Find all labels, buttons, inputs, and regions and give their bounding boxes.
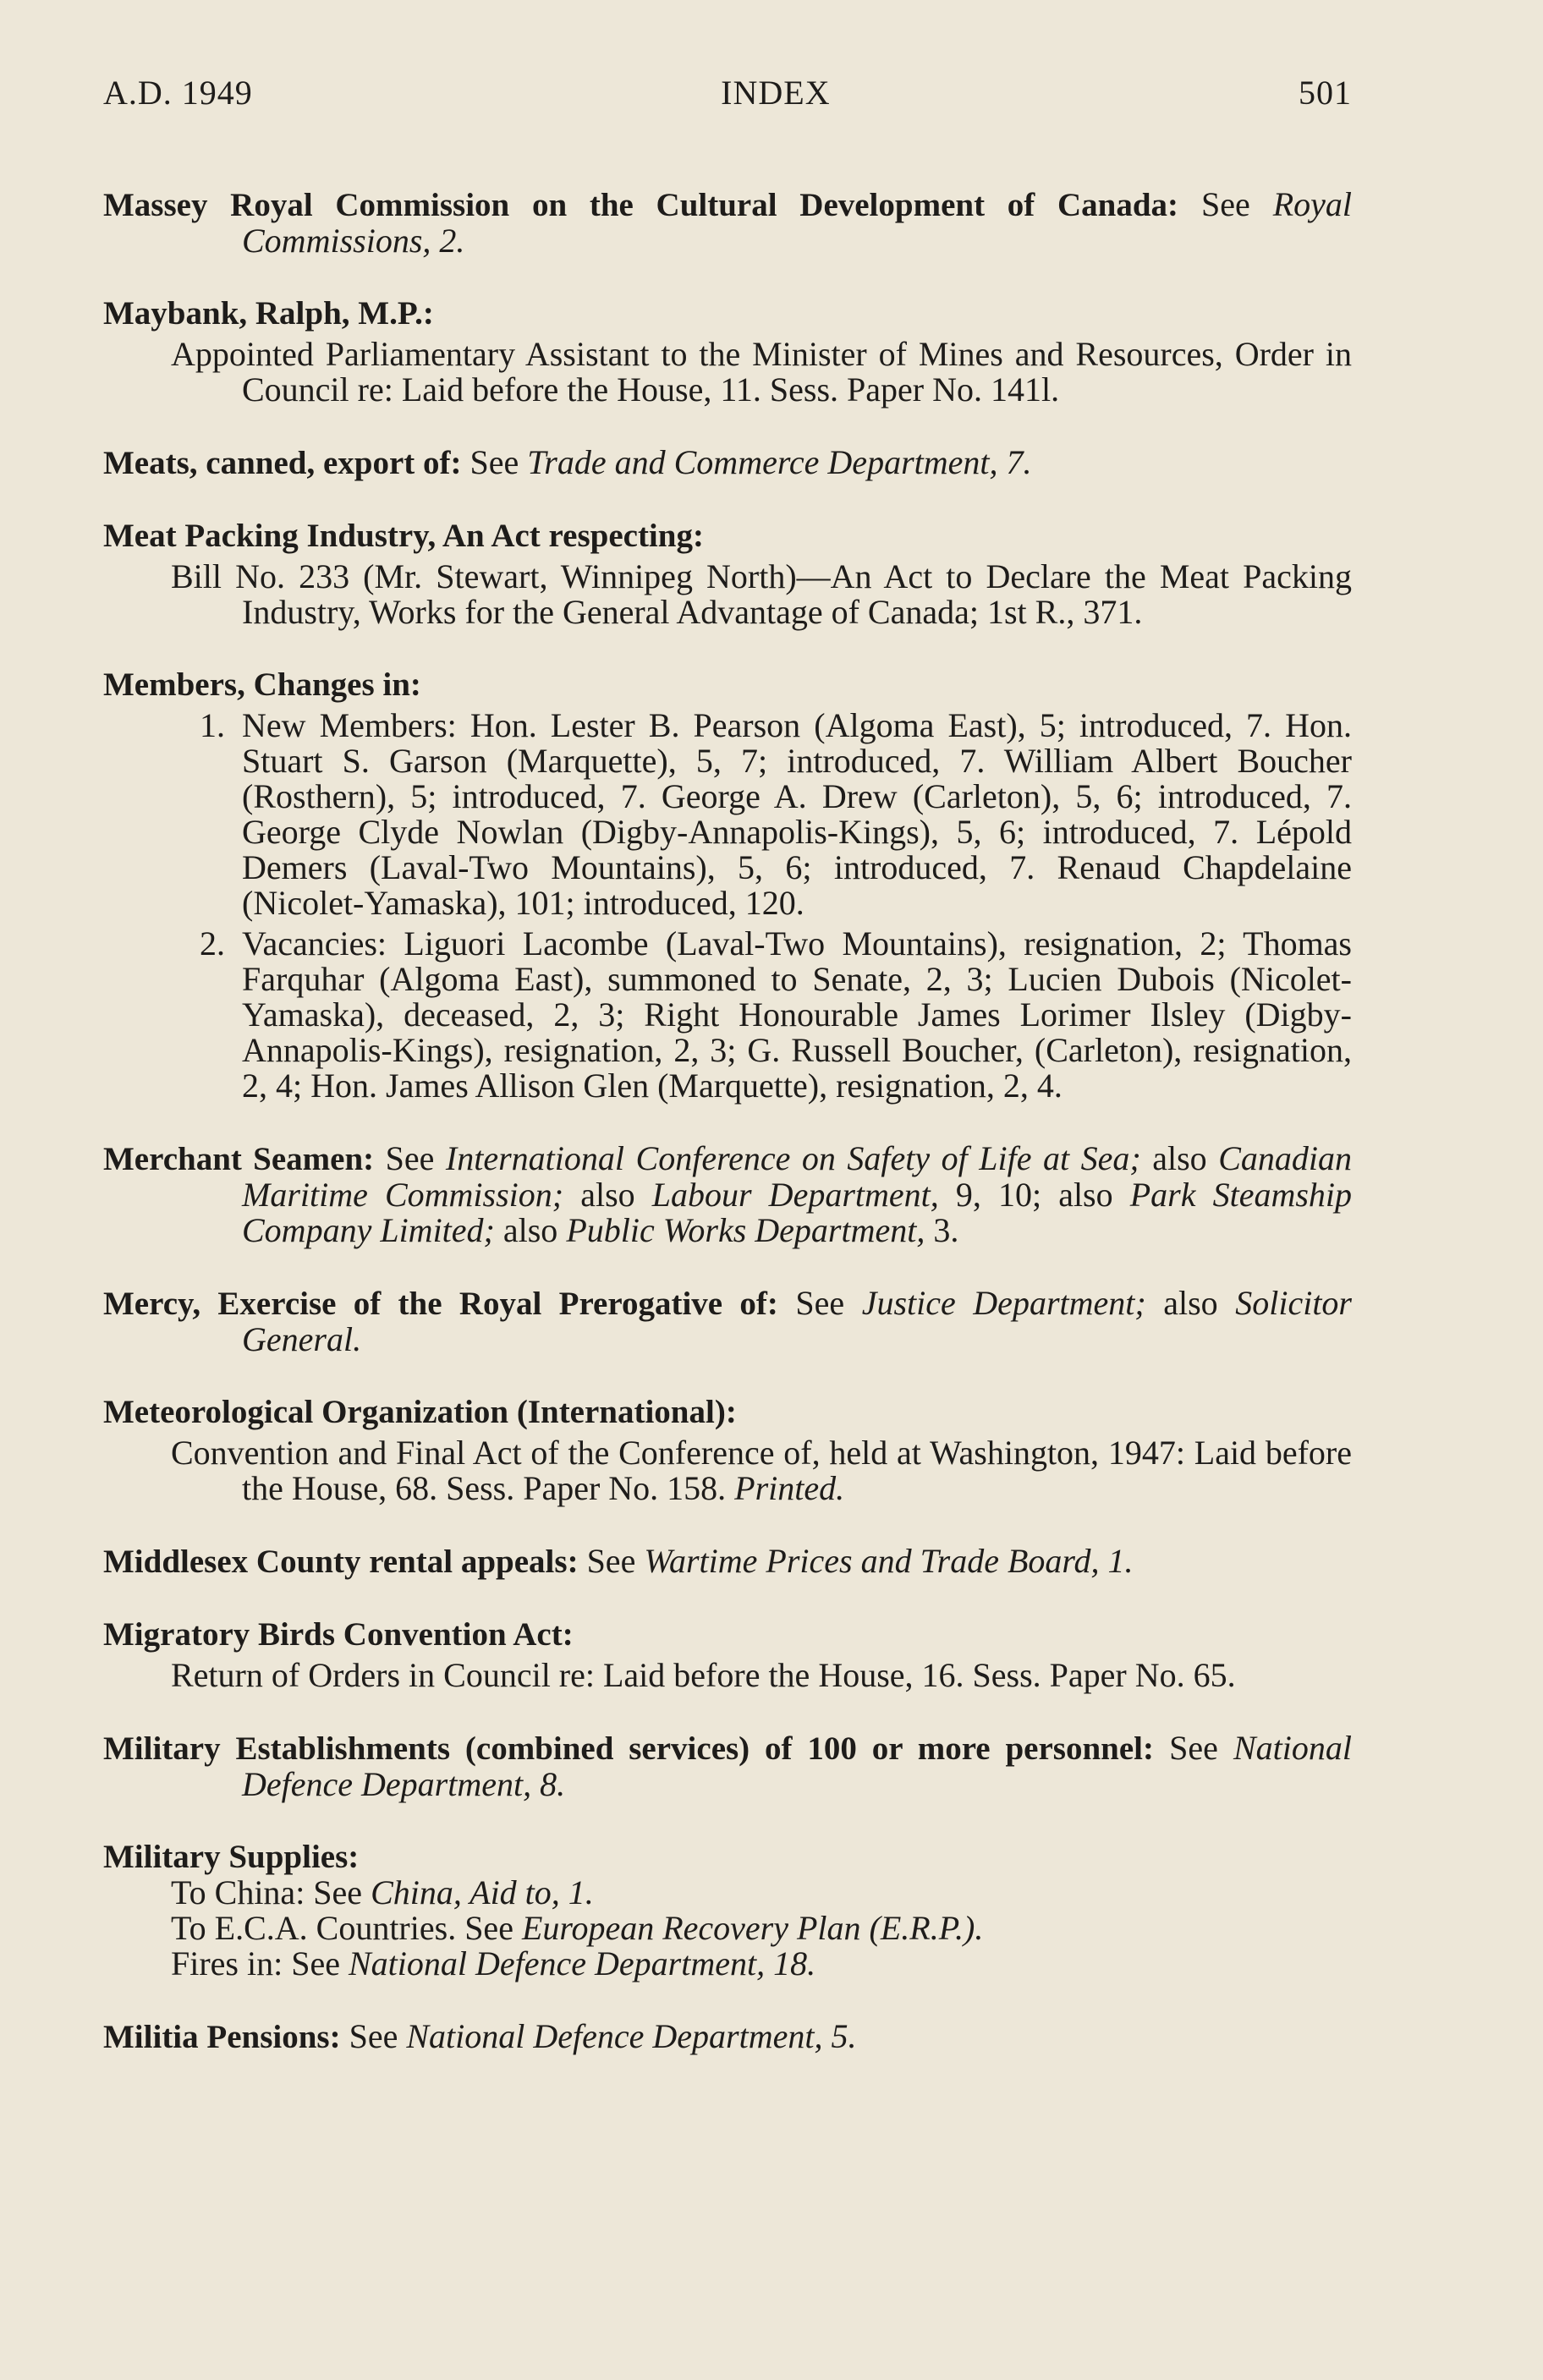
entry-text: Bill No. 233 (Mr. Stewart, Winnipeg North)—An Act to Declare the Meat Packing Industry, Works for the General Advantage of Canada; 1st R., 371. xyxy=(171,557,1352,631)
entry-militia-pensions xyxy=(103,2019,1352,2055)
see-text: See xyxy=(1178,185,1250,223)
header-page-number: 501 xyxy=(1298,74,1352,112)
cross-reference: Solicitor General. xyxy=(242,1284,1352,1358)
header-year: A.D. 1949 xyxy=(103,74,253,112)
entry-members xyxy=(103,667,1352,1104)
entry-migratory xyxy=(103,1617,1352,1693)
entry-heading: Mercy, Exercise of the Royal Prerogative of: xyxy=(103,1286,778,1322)
entry-massey xyxy=(103,187,1352,259)
list-item xyxy=(103,708,1352,921)
entry-heading: Militia Pensions: xyxy=(103,2019,341,2055)
cross-reference: Labour Department, xyxy=(651,1176,939,1214)
entry-heading: Meat Packing Industry, An Act respecting: xyxy=(103,518,704,554)
see-text: See xyxy=(777,1284,862,1322)
see-text: See xyxy=(374,1139,446,1177)
cross-reference: China, Aid to, 1. xyxy=(371,1873,594,1911)
entry-text: Return of Orders in Council re: Laid before the House, 16. Sess. Paper No. 65. xyxy=(171,1656,1236,1694)
see-text: See xyxy=(1153,1729,1218,1767)
also-text: also xyxy=(494,1211,567,1249)
entry-text-wrap xyxy=(103,1435,1352,1506)
cross-reference: Trade and Commerce Department, 7. xyxy=(527,443,1032,481)
cross-reference: National Defence Department, 8. xyxy=(242,1729,1353,1803)
item-text: New Members: Hon. Lester B. Pearson (Algoma East), 5; introduced, 7. Hon. Stuart S. Garson (Marquette), 5, 7; introduced, 7. William Albert Boucher (Rosthern), 5; introduced, 7. George A. Drew (Carleton), 5, 6; introduced, 7. George Clyde Nowlan (Digby-Annapolis-Kings), 5, 6; introduced, 7. Lépold Demers (Laval-Two Mountains), 5, 6; introduced, 7. Renaud Chapdelaine (Nicolet-Yamaska), 101; introduced, 120. xyxy=(242,706,1352,922)
see-text: See xyxy=(461,443,528,481)
cross-reference: Canadian Maritime Commission; xyxy=(242,1139,1352,1214)
cross-reference: National Defence Department, 5. xyxy=(406,2017,857,2055)
item-number: 2. xyxy=(200,924,225,962)
entry-meteorological xyxy=(103,1395,1352,1506)
header-title: INDEX xyxy=(721,74,831,112)
also-text: 3. xyxy=(925,1211,959,1249)
entry-heading: Meteorological Organization (International): xyxy=(103,1394,737,1430)
entry-heading: Migratory Birds Convention Act: xyxy=(103,1616,574,1653)
sub-entry-text: Fires in: See xyxy=(171,1944,349,1982)
also-text: also xyxy=(563,1176,652,1214)
entry-meats xyxy=(103,445,1352,481)
also-text: also xyxy=(1140,1139,1219,1177)
sub-entry xyxy=(103,1875,1352,1911)
entry-meat-packing xyxy=(103,518,1352,630)
item-text: Vacancies: Liguori Lacombe (Laval-Two Mountains), resignation, 2; Thomas Farquhar (Algoma East), summoned to Senate, 2, 3; Lucien Dubois (Nicolet-Yamaska), deceased, 2, 3; Right Honourable James Lorimer Ilsley (Digby-Annapolis-Kings), resignation, 2, 3; G. Russell Boucher, (Carleton), resignation, 2, 4; Hon. James Allison Glen (Marquette), resignation, 2, 4. xyxy=(242,924,1352,1105)
entry-heading: Massey Royal Commission on the Cultural Development of Canada: xyxy=(103,187,1178,223)
see-text: See xyxy=(578,1542,645,1580)
cross-reference: Royal Commissions, 2. xyxy=(242,185,1352,260)
entry-military-establishments xyxy=(103,1730,1352,1802)
entry-text: Convention and Final Act of the Conference of, held at Washington, 1947: Laid before the House, 68. Sess. Paper No. 158. xyxy=(171,1434,1352,1507)
cross-reference: International Conference on Safety of Life at Sea; xyxy=(445,1139,1141,1177)
entry-heading: Members, Changes in: xyxy=(103,666,421,703)
printed-note: Printed. xyxy=(734,1469,845,1507)
entry-text: Appointed Parliamentary Assistant to the Minister of Mines and Resources, Order in Council re: Laid before the House, 11. Sess. Paper No. 141l. xyxy=(171,335,1352,409)
list-item xyxy=(103,926,1352,1104)
cross-reference: National Defence Department, 18. xyxy=(348,1944,816,1982)
entry-merchant-seamen xyxy=(103,1141,1352,1248)
entry-mercy xyxy=(103,1286,1352,1357)
also-text: also xyxy=(1145,1284,1236,1322)
cross-reference: Wartime Prices and Trade Board, 1. xyxy=(644,1542,1134,1580)
sub-entry-text: To China: See xyxy=(171,1873,371,1911)
sub-entry xyxy=(103,1911,1352,1946)
cross-reference: European Recovery Plan (E.R.P.). xyxy=(521,1909,984,1947)
entry-heading: Military Establishments (combined services) of 100 or more personnel: xyxy=(103,1730,1154,1767)
also-text: 9, 10; also xyxy=(938,1176,1130,1214)
cross-reference: Park Steamship Company Limited; xyxy=(242,1176,1353,1249)
cross-reference: Justice Department; xyxy=(861,1284,1146,1322)
cross-reference: Public Works Department, xyxy=(566,1211,925,1249)
sub-entry xyxy=(103,1946,1352,1982)
running-head xyxy=(103,73,1352,112)
entry-middlesex xyxy=(103,1544,1352,1580)
entry-heading: Middlesex County rental appeals: xyxy=(103,1544,579,1580)
entry-maybank xyxy=(103,296,1352,408)
item-number: 1. xyxy=(200,706,225,744)
entry-military-supplies xyxy=(103,1840,1352,1982)
entry-heading: Meats, canned, export of: xyxy=(103,445,462,481)
see-text: See xyxy=(340,2017,407,2055)
entry-heading: Military Supplies: xyxy=(103,1839,360,1875)
entry-heading: Merchant Seamen: xyxy=(103,1141,375,1177)
entry-heading: Maybank, Ralph, M.P.: xyxy=(103,295,434,332)
sub-entry-text: To E.C.A. Countries. See xyxy=(171,1909,522,1947)
